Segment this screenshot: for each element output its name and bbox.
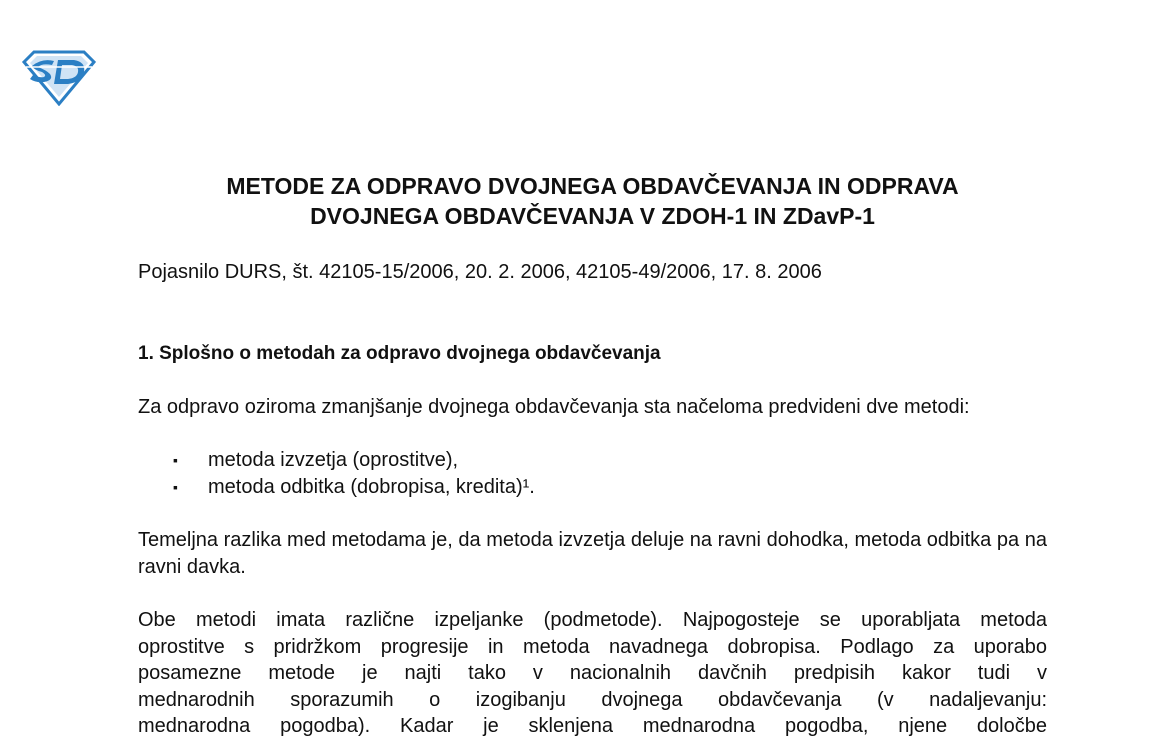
- paragraph-line: oprostitve s pridržkom progresije in metoda navadnega dobropisa. Podlago za uporabo: [138, 635, 1047, 658]
- paragraph-difference: Temeljna razlika med metodama je, da metoda izvzetja deluje na ravni dohodka, metoda odbitka pa na ravni davka.: [138, 529, 1047, 578]
- paragraph-line: Obe metodi imata različne izpeljanke (podmetode). Najpogosteje se uporabljata metoda: [138, 609, 1047, 631]
- paragraph-submethods: [138, 607, 1047, 740]
- bullet-icon: ▪: [173, 452, 178, 468]
- list-item-text: metoda izvzetja (oprostitve),: [208, 449, 459, 471]
- paragraph-line: mednarodnih sporazumih o izogibanju dvojnega obdavčevanja (v nadaljevanju:: [138, 688, 1047, 711]
- list-item-text: metoda odbitka (dobropisa, kredita)¹.: [208, 475, 535, 498]
- bullet-icon: ▪: [173, 478, 178, 495]
- title-line-1: METODE ZA ODPRAVO DVOJNEGA OBDAVČEVANJA IN ODPRAVA: [226, 173, 959, 199]
- list-item: [138, 447, 1047, 474]
- paragraph-line: mednarodna pogodba). Kadar je sklenjena mednarodna pogodba, njene določbe: [138, 715, 1047, 737]
- document-subtitle: Pojasnilo DURS, št. 42105-15/2006, 20. 2. 2006, 42105-49/2006, 17. 8. 2006: [138, 261, 822, 283]
- paragraph-intro: Za odpravo oziroma zmanjšanje dvojnega obdavčevanja sta načeloma predvideni dve metodi:: [138, 396, 970, 418]
- list-item: [138, 474, 1047, 501]
- methods-list: [138, 447, 1047, 500]
- document-title: [0, 171, 1157, 231]
- section-heading: 1. Splošno o metodah za odpravo dvojnega obdavčevanja: [138, 343, 661, 364]
- sd-logo-icon: [22, 48, 96, 106]
- paragraph-line: posamezne metode je najti tako v nacionalnih davčnih predpisih kakor tudi v: [138, 662, 1047, 684]
- title-line-2: DVOJNEGA OBDAVČEVANJA V ZDOH-1 IN ZDavP-1: [310, 203, 875, 229]
